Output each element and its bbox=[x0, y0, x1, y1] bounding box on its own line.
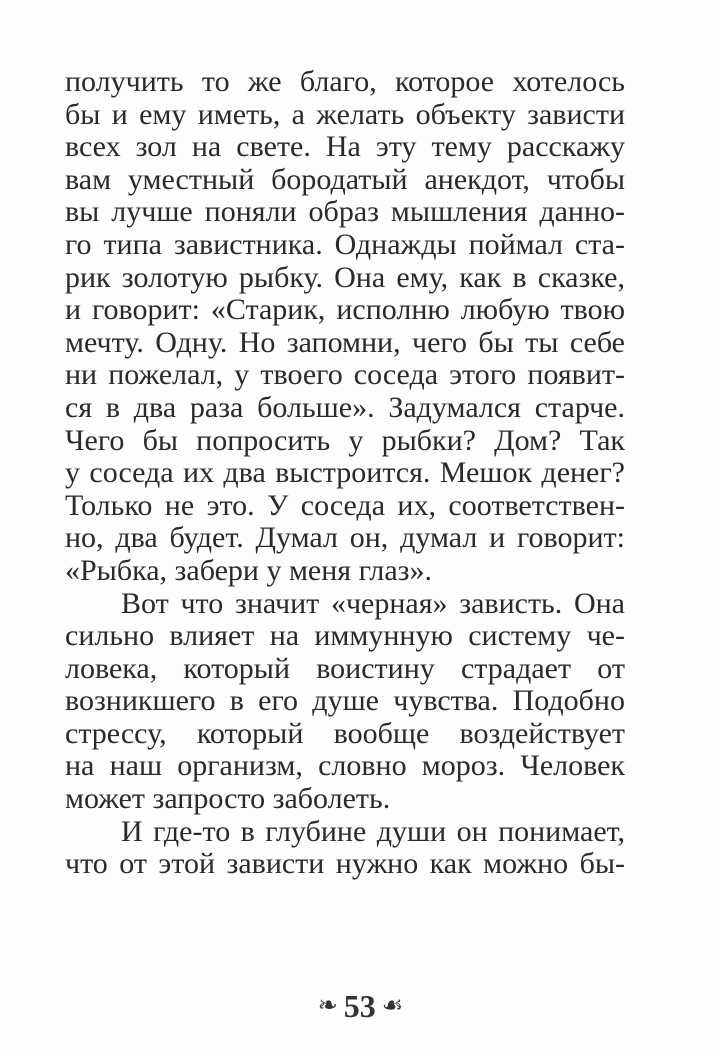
text-line: Чего бы попросить у рыбки? Дом? Так bbox=[65, 423, 625, 457]
text-line: вы лучше поняли образ мышления данно- bbox=[65, 195, 625, 229]
text-line: ся в два раза больше». Задумался старче. bbox=[65, 390, 625, 424]
text-line: может запросто заболеть. bbox=[65, 782, 391, 816]
text-line: бы и ему иметь, а желать объекту зависти bbox=[65, 97, 625, 131]
ornament-right-icon: ☙ bbox=[381, 993, 404, 1019]
paragraph-start-line: Вот что значит «черная» зависть. Она bbox=[121, 586, 625, 620]
text-line: и говорит: «Старик, исполню любую твою bbox=[65, 293, 625, 327]
text-line: получить то же благо, которое хотелось bbox=[65, 65, 625, 98]
text-line: у соседа их два выстроится. Мешок денег? bbox=[65, 456, 625, 490]
text-line: стрессу, который вообще воздействует bbox=[65, 716, 625, 750]
text-line: вам уместный бородатый анекдот, чтобы bbox=[65, 162, 625, 196]
text-line: ловека, который воистину страдает от bbox=[65, 651, 625, 685]
ornament-left-icon: ❧ bbox=[317, 993, 338, 1019]
text-line: «Рыбка, забери у меня глаз». bbox=[65, 553, 433, 587]
text-line: но, два будет. Думал он, думал и говорит: bbox=[65, 521, 625, 555]
text-line: рик золотую рыбку. Она ему, как в сказке, bbox=[65, 260, 625, 294]
text-line: го типа завистника. Однажды поймал ста- bbox=[65, 227, 625, 261]
text-line: на наш организм, словно мороз. Человек bbox=[65, 749, 625, 783]
text-line: возникшего в его душе чувства. Подобно bbox=[65, 684, 625, 718]
text-line: сильно влияет на иммунную систему че- bbox=[65, 619, 625, 653]
page-body-text bbox=[65, 66, 625, 881]
page-number: 53 bbox=[343, 988, 376, 1024]
text-line: мечту. Одну. Но запомни, чего бы ты себе bbox=[65, 325, 625, 359]
text-line: что от этой зависти нужно как можно бы- bbox=[65, 847, 625, 881]
page-footer bbox=[0, 988, 721, 1025]
text-line: ни пожелал, у твоего соседа этого появит- bbox=[65, 358, 625, 392]
text-line: всех зол на свете. На эту тему расскажу bbox=[65, 130, 625, 164]
paragraph-start-line: И где-то в глубине души он понимает, bbox=[121, 814, 625, 848]
text-line: Только не это. У соседа их, соответствен- bbox=[65, 488, 625, 522]
